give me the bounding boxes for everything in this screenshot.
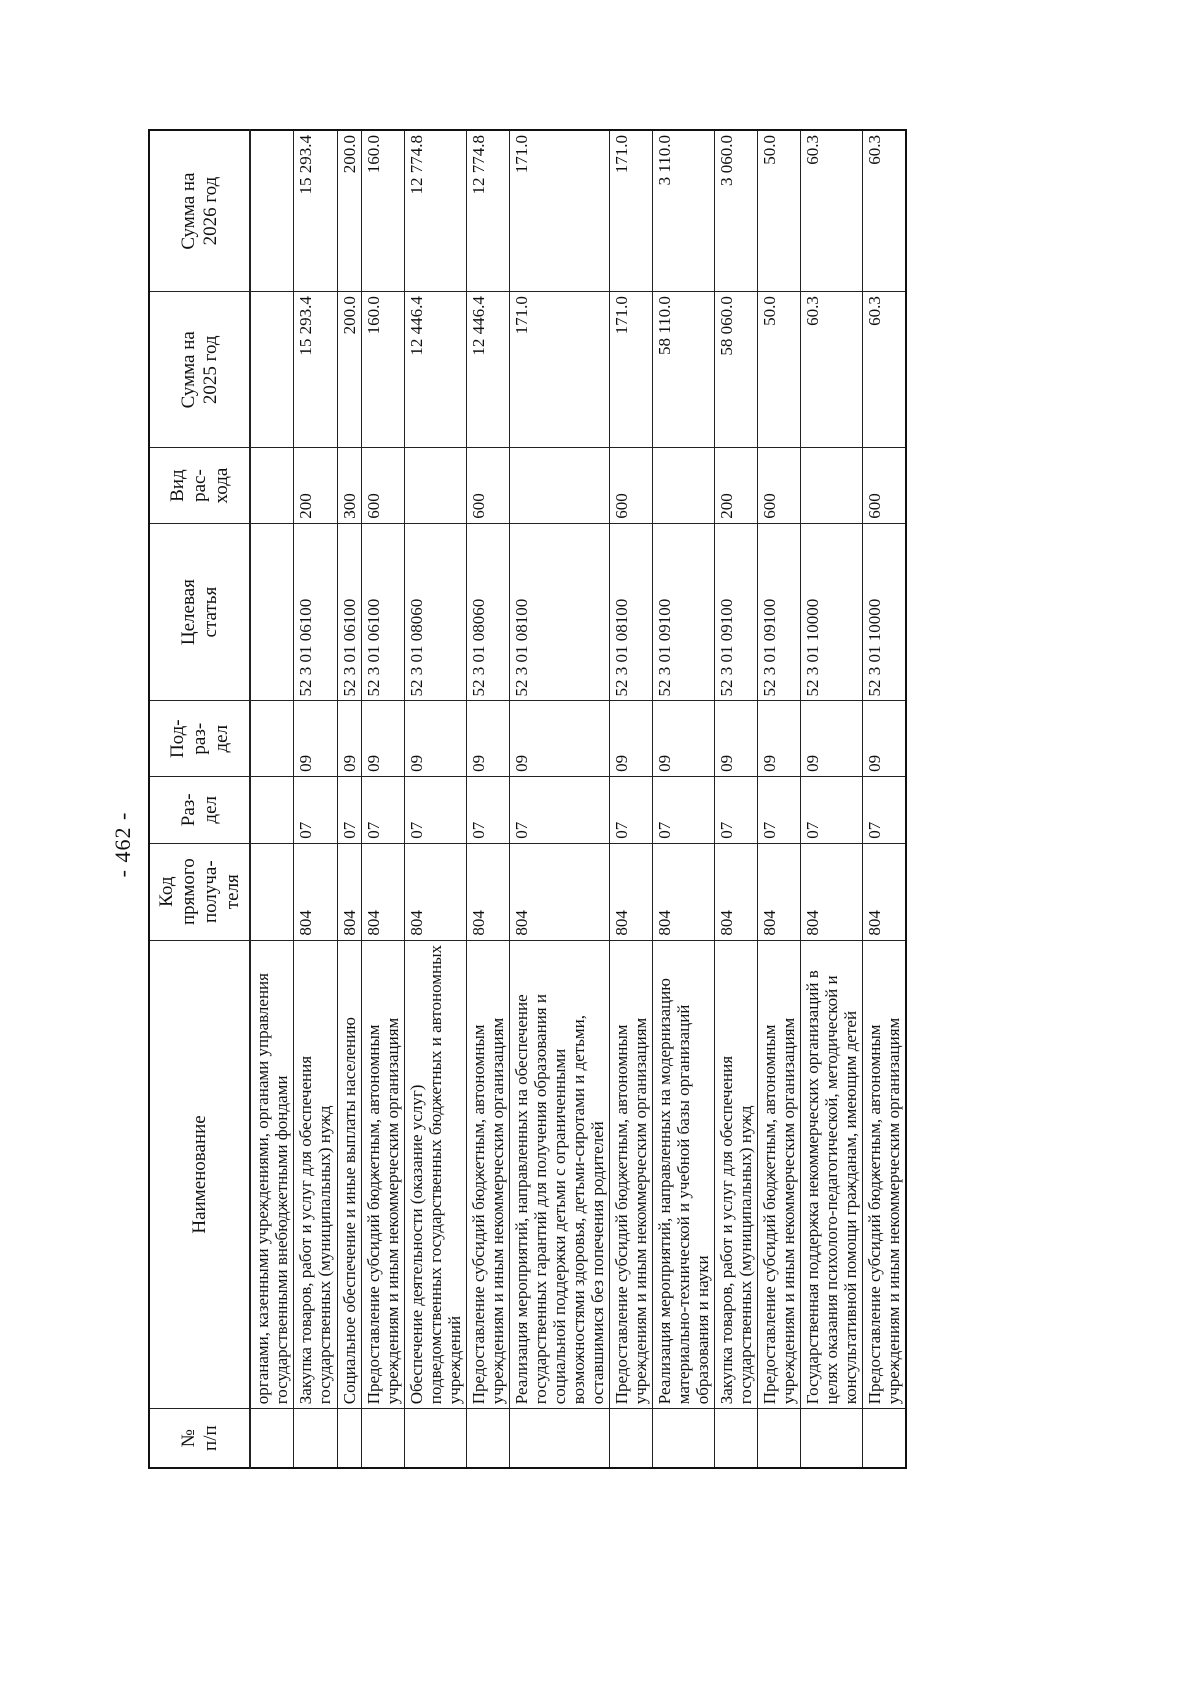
cell-num (294, 1409, 337, 1468)
cell-sum-2026: 200.0 (337, 130, 361, 292)
cell-num (801, 1409, 863, 1468)
cell-target-item: 52 3 01 06100 (337, 523, 361, 701)
cell-subsection: 09 (294, 701, 337, 776)
cell-recipient-code: 804 (863, 843, 907, 940)
cell-num (509, 1409, 609, 1468)
cell-expense-type: 600 (466, 448, 509, 523)
header-recipient-code: Код прямого получа- теля (149, 843, 250, 940)
cell-section: 07 (609, 776, 652, 843)
cell-sum-2026: 3 060.0 (715, 130, 758, 292)
cell-expense-type: 200 (715, 448, 758, 523)
cell-sum-2025: 200.0 (337, 292, 361, 448)
cell-name: органами, казенными учреждениями, органами управления государственными внебюджетными фондами (250, 940, 294, 1409)
cell-expense-type: 600 (863, 448, 907, 523)
cell-sum-2026: 15 293.4 (294, 130, 337, 292)
cell-expense-type (801, 448, 863, 523)
cell-name: Предоставление субсидий бюджетным, автономным учреждениям и иным некоммерческим организациям (361, 940, 404, 1409)
cell-recipient-code: 804 (294, 843, 337, 940)
cell-expense-type (509, 448, 609, 523)
cell-target-item: 52 3 01 06100 (361, 523, 404, 701)
table-row (715, 130, 758, 1468)
cell-recipient-code: 804 (715, 843, 758, 940)
table-row (801, 130, 863, 1468)
cell-recipient-code: 804 (361, 843, 404, 940)
cell-name: Закупка товаров, работ и услуг для обеспечения государственных (муниципальных) нужд (294, 940, 337, 1409)
cell-recipient-code: 804 (404, 843, 466, 940)
cell-recipient-code: 804 (801, 843, 863, 940)
cell-section: 07 (801, 776, 863, 843)
table-row (361, 130, 404, 1468)
table-row (466, 130, 509, 1468)
cell-sum-2025: 171.0 (509, 292, 609, 448)
cell-section: 07 (652, 776, 714, 843)
cell-sum-2026: 160.0 (361, 130, 404, 292)
cell-expense-type: 600 (758, 448, 801, 523)
cell-expense-type: 600 (361, 448, 404, 523)
cell-sum-2025: 58 060.0 (715, 292, 758, 448)
cell-sum-2026: 171.0 (509, 130, 609, 292)
cell-target-item: 52 3 01 09100 (652, 523, 714, 701)
cell-sum-2026: 60.3 (801, 130, 863, 292)
cell-subsection: 09 (509, 701, 609, 776)
cell-section: 07 (294, 776, 337, 843)
cell-target-item: 52 3 01 08100 (609, 523, 652, 701)
cell-section: 07 (337, 776, 361, 843)
cell-name: Предоставление субсидий бюджетным, автономным учреждениям и иным некоммерческим организациям (863, 940, 907, 1409)
cell-name: Предоставление субсидий бюджетным, автономным учреждениям и иным некоммерческим организациям (758, 940, 801, 1409)
cell-sum-2026: 50.0 (758, 130, 801, 292)
cell-target-item (250, 523, 294, 701)
cell-num (404, 1409, 466, 1468)
table-row (609, 130, 652, 1468)
cell-sum-2026: 3 110.0 (652, 130, 714, 292)
cell-section: 07 (404, 776, 466, 843)
cell-sum-2025: 58 110.0 (652, 292, 714, 448)
page-number: - 462 - (110, 811, 135, 878)
table-row (250, 130, 294, 1468)
cell-sum-2025: 160.0 (361, 292, 404, 448)
cell-subsection: 09 (466, 701, 509, 776)
cell-section: 07 (758, 776, 801, 843)
cell-section: 07 (361, 776, 404, 843)
cell-subsection: 09 (863, 701, 907, 776)
cell-num (250, 1409, 294, 1468)
cell-sum-2025: 12 446.4 (466, 292, 509, 448)
cell-target-item: 52 3 01 08060 (404, 523, 466, 701)
cell-sum-2026: 171.0 (609, 130, 652, 292)
cell-sum-2026 (250, 130, 294, 292)
cell-num (361, 1409, 404, 1468)
cell-num (337, 1409, 361, 1468)
cell-target-item: 52 3 01 06100 (294, 523, 337, 701)
cell-sum-2025: 12 446.4 (404, 292, 466, 448)
cell-expense-type (250, 448, 294, 523)
cell-target-item: 52 3 01 08060 (466, 523, 509, 701)
cell-recipient-code: 804 (758, 843, 801, 940)
cell-sum-2025: 171.0 (609, 292, 652, 448)
budget-table (148, 129, 907, 1469)
table-row (294, 130, 337, 1468)
cell-subsection: 09 (361, 701, 404, 776)
cell-recipient-code: 804 (337, 843, 361, 940)
cell-subsection: 09 (404, 701, 466, 776)
cell-subsection: 09 (758, 701, 801, 776)
cell-subsection: 09 (801, 701, 863, 776)
cell-sum-2026: 12 774.8 (466, 130, 509, 292)
cell-name: Государственная поддержка некоммерческих организаций в целях оказания психолого-педагогической, методической и консультативной помощи гражданам, имеющим детей (801, 940, 863, 1409)
cell-name: Обеспечение деятельности (оказание услуг) подведомственных государственных бюджетных и автономных учреждений (404, 940, 466, 1409)
cell-num (715, 1409, 758, 1468)
cell-expense-type: 300 (337, 448, 361, 523)
cell-subsection (250, 701, 294, 776)
cell-subsection: 09 (337, 701, 361, 776)
cell-num (863, 1409, 907, 1468)
table-row (863, 130, 907, 1468)
cell-recipient-code (250, 843, 294, 940)
cell-expense-type: 600 (609, 448, 652, 523)
cell-sum-2025: 60.3 (801, 292, 863, 448)
table-row (404, 130, 466, 1468)
cell-name: Предоставление субсидий бюджетным, автономным учреждениям и иным некоммерческим организациям (466, 940, 509, 1409)
cell-sum-2026: 12 774.8 (404, 130, 466, 292)
cell-section: 07 (863, 776, 907, 843)
cell-expense-type: 200 (294, 448, 337, 523)
cell-target-item: 52 3 01 09100 (758, 523, 801, 701)
cell-num (758, 1409, 801, 1468)
table-row (509, 130, 609, 1468)
cell-subsection: 09 (715, 701, 758, 776)
cell-sum-2025: 60.3 (863, 292, 907, 448)
cell-section: 07 (715, 776, 758, 843)
cell-name: Реализация мероприятий, направленных на модернизацию материально-технической и учебной базы организаций образования и науки (652, 940, 714, 1409)
table-row (758, 130, 801, 1468)
cell-target-item: 52 3 01 09100 (715, 523, 758, 701)
cell-name: Предоставление субсидий бюджетным, автономным учреждениям и иным некоммерческим организациям (609, 940, 652, 1409)
cell-section: 07 (466, 776, 509, 843)
cell-recipient-code: 804 (509, 843, 609, 940)
cell-subsection: 09 (652, 701, 714, 776)
cell-num (652, 1409, 714, 1468)
cell-recipient-code: 804 (652, 843, 714, 940)
table-body (250, 130, 906, 1468)
table-row (652, 130, 714, 1468)
cell-recipient-code: 804 (609, 843, 652, 940)
header-sum-2026: Сумма на 2026 год (149, 130, 250, 292)
cell-recipient-code: 804 (466, 843, 509, 940)
cell-sum-2025 (250, 292, 294, 448)
cell-sum-2026: 60.3 (863, 130, 907, 292)
cell-num (466, 1409, 509, 1468)
cell-name: Закупка товаров, работ и услуг для обеспечения государственных (муниципальных) нужд (715, 940, 758, 1409)
cell-sum-2025: 15 293.4 (294, 292, 337, 448)
cell-sum-2025: 50.0 (758, 292, 801, 448)
cell-subsection: 09 (609, 701, 652, 776)
header-section: Раз- дел (149, 776, 250, 843)
cell-name: Социальное обеспечение и иные выплаты населению (337, 940, 361, 1409)
cell-target-item: 52 3 01 08100 (509, 523, 609, 701)
header-num: № п/п (149, 1409, 250, 1468)
table-header (149, 130, 250, 1468)
header-subsection: Под- раз- дел (149, 701, 250, 776)
table-row (337, 130, 361, 1468)
cell-name: Реализация мероприятий, направленных на обеспечение государственных гарантий для получения образования и социальной поддержки детьми с ограниченными возможностями здоровья, детьми-сиротами и детьми, оставшимися без попечения родителей (509, 940, 609, 1409)
cell-num (609, 1409, 652, 1468)
cell-expense-type (404, 448, 466, 523)
cell-target-item: 52 3 01 10000 (863, 523, 907, 701)
header-target-item: Целевая статья (149, 523, 250, 701)
header-name: Наименование (149, 940, 250, 1409)
cell-section (250, 776, 294, 843)
cell-target-item: 52 3 01 10000 (801, 523, 863, 701)
header-sum-2025: Сумма на 2025 год (149, 292, 250, 448)
cell-section: 07 (509, 776, 609, 843)
cell-expense-type (652, 448, 714, 523)
header-expense-type: Вид рас- хода (149, 448, 250, 523)
